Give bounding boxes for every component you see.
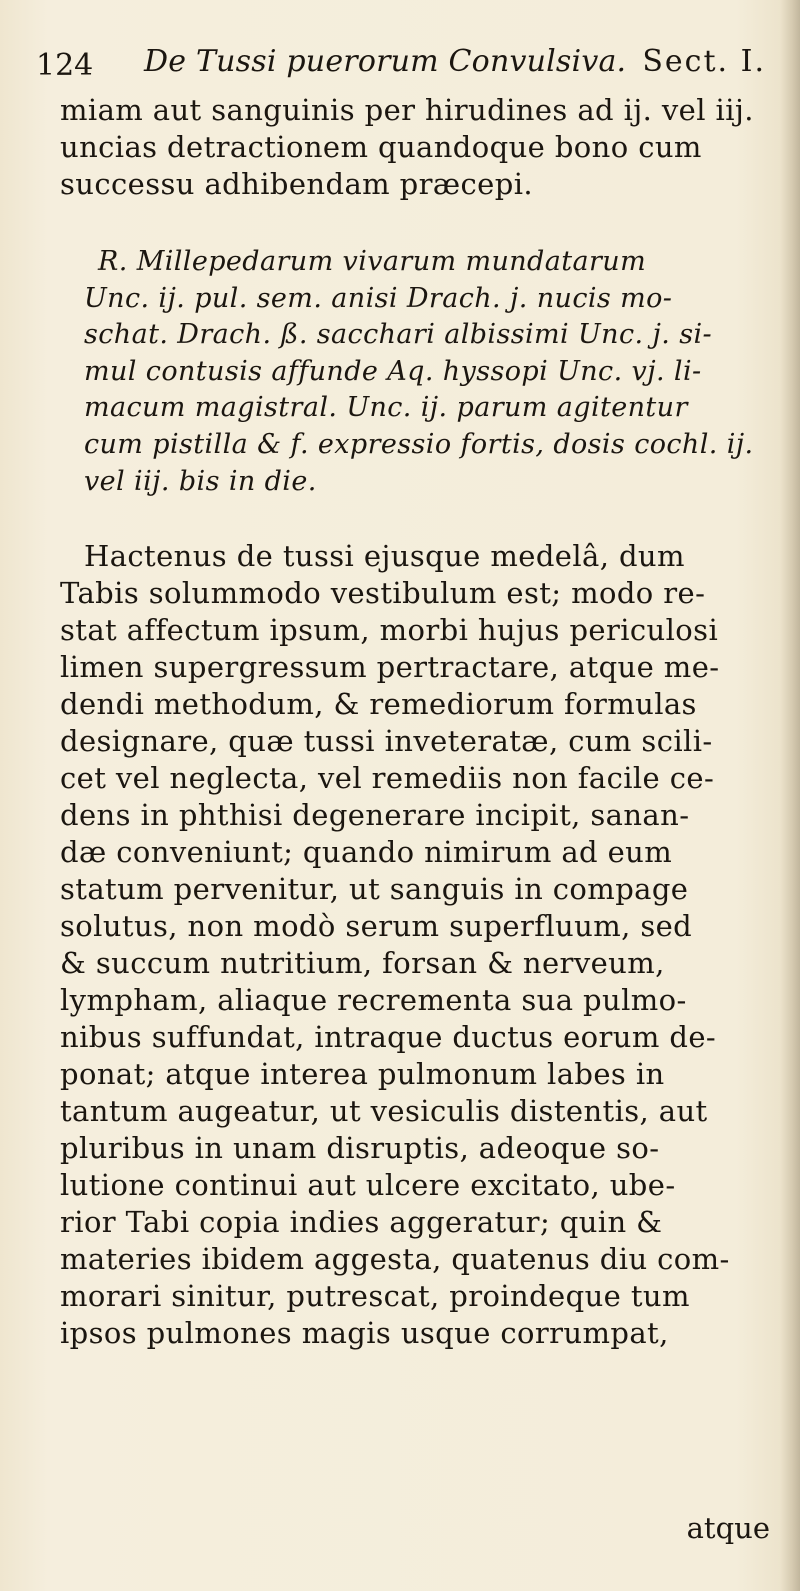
text-line: uncias detractionem quandoque bono cum bbox=[60, 130, 702, 164]
page-edge-shadow bbox=[780, 0, 800, 1591]
recipe-line: R. Millepedarum vivarum mundatarum bbox=[98, 246, 647, 277]
text-line: rior Tabi copia indies aggeratur; quin & bbox=[60, 1205, 663, 1239]
paragraph-main bbox=[60, 538, 776, 1352]
catchword: atque bbox=[686, 1511, 770, 1545]
running-header bbox=[36, 40, 776, 90]
text-line: ponat; atque interea pulmonum labes in bbox=[60, 1057, 665, 1091]
text-line: dens in phthisi degenerare incipit, sanan- bbox=[60, 798, 690, 832]
recipe-line: schat. Drach. ß. sacchari albissimi Unc. j. si- bbox=[84, 319, 713, 351]
paragraph-continuation bbox=[60, 92, 776, 203]
text-line: nibus suffundat, intraque ductus eorum de- bbox=[60, 1020, 717, 1054]
text-line: ipsos pulmones magis usque corrumpat, bbox=[60, 1316, 669, 1350]
text-line: cet vel neglecta, vel remediis non facile ce- bbox=[60, 761, 715, 795]
page-number: 124 bbox=[36, 48, 94, 83]
recipe-line: mul contusis affunde Aq. hyssopi Unc. vj. li- bbox=[84, 355, 702, 387]
text-line: successu adhibendam præcepi. bbox=[60, 167, 533, 201]
recipe-line: Unc. ij. pul. sem. anisi Drach. j. nucis mo- bbox=[84, 282, 673, 314]
recipe-line: cum pistilla & f. expressio fortis, dosis cochl. ij. bbox=[84, 428, 754, 460]
section-label: Sect. I. bbox=[642, 44, 766, 79]
text-line: Tabis solummodo vestibulum est; modo re- bbox=[60, 576, 706, 610]
text-line: & succum nutritium, forsan & nerveum, bbox=[60, 946, 665, 980]
text-line: morari sinitur, putrescat, proindeque tum bbox=[60, 1279, 690, 1313]
recipe-block bbox=[84, 244, 776, 500]
text-line: statum pervenitur, ut sanguis in compage bbox=[60, 872, 689, 906]
text-line: pluribus in unam disruptis, adeoque so- bbox=[60, 1131, 660, 1165]
text-line: solutus, non modò serum superfluum, sed bbox=[60, 909, 693, 943]
recipe-line: vel iij. bis in die. bbox=[84, 465, 317, 497]
text-line: tantum augeatur, ut vesiculis distentis, aut bbox=[60, 1094, 708, 1128]
text-line: lutione continui aut ulcere excitato, ube- bbox=[60, 1168, 676, 1202]
text-line: designare, quæ tussi inveteratæ, cum scili- bbox=[60, 724, 713, 758]
text-line: miam aut sanguinis per hirudines ad ij. vel iij. bbox=[60, 93, 754, 127]
text-line: materies ibidem aggesta, quatenus diu com- bbox=[60, 1242, 730, 1276]
running-title: De Tussi puerorum Convulsiva. bbox=[144, 44, 627, 79]
text-line: dendi methodum, & remediorum formulas bbox=[60, 687, 697, 721]
text-line: limen supergressum pertractare, atque me- bbox=[60, 650, 720, 684]
text-line: lympham, aliaque recrementa sua pulmo- bbox=[60, 983, 687, 1017]
text-line: stat affectum ipsum, morbi hujus periculosi bbox=[60, 613, 719, 647]
text-line: Hactenus de tussi ejusque medelâ, dum bbox=[84, 539, 685, 573]
text-line: dæ conveniunt; quando nimirum ad eum bbox=[60, 835, 673, 869]
recipe-line: macum magistral. Unc. ij. parum agitentur bbox=[84, 392, 688, 424]
